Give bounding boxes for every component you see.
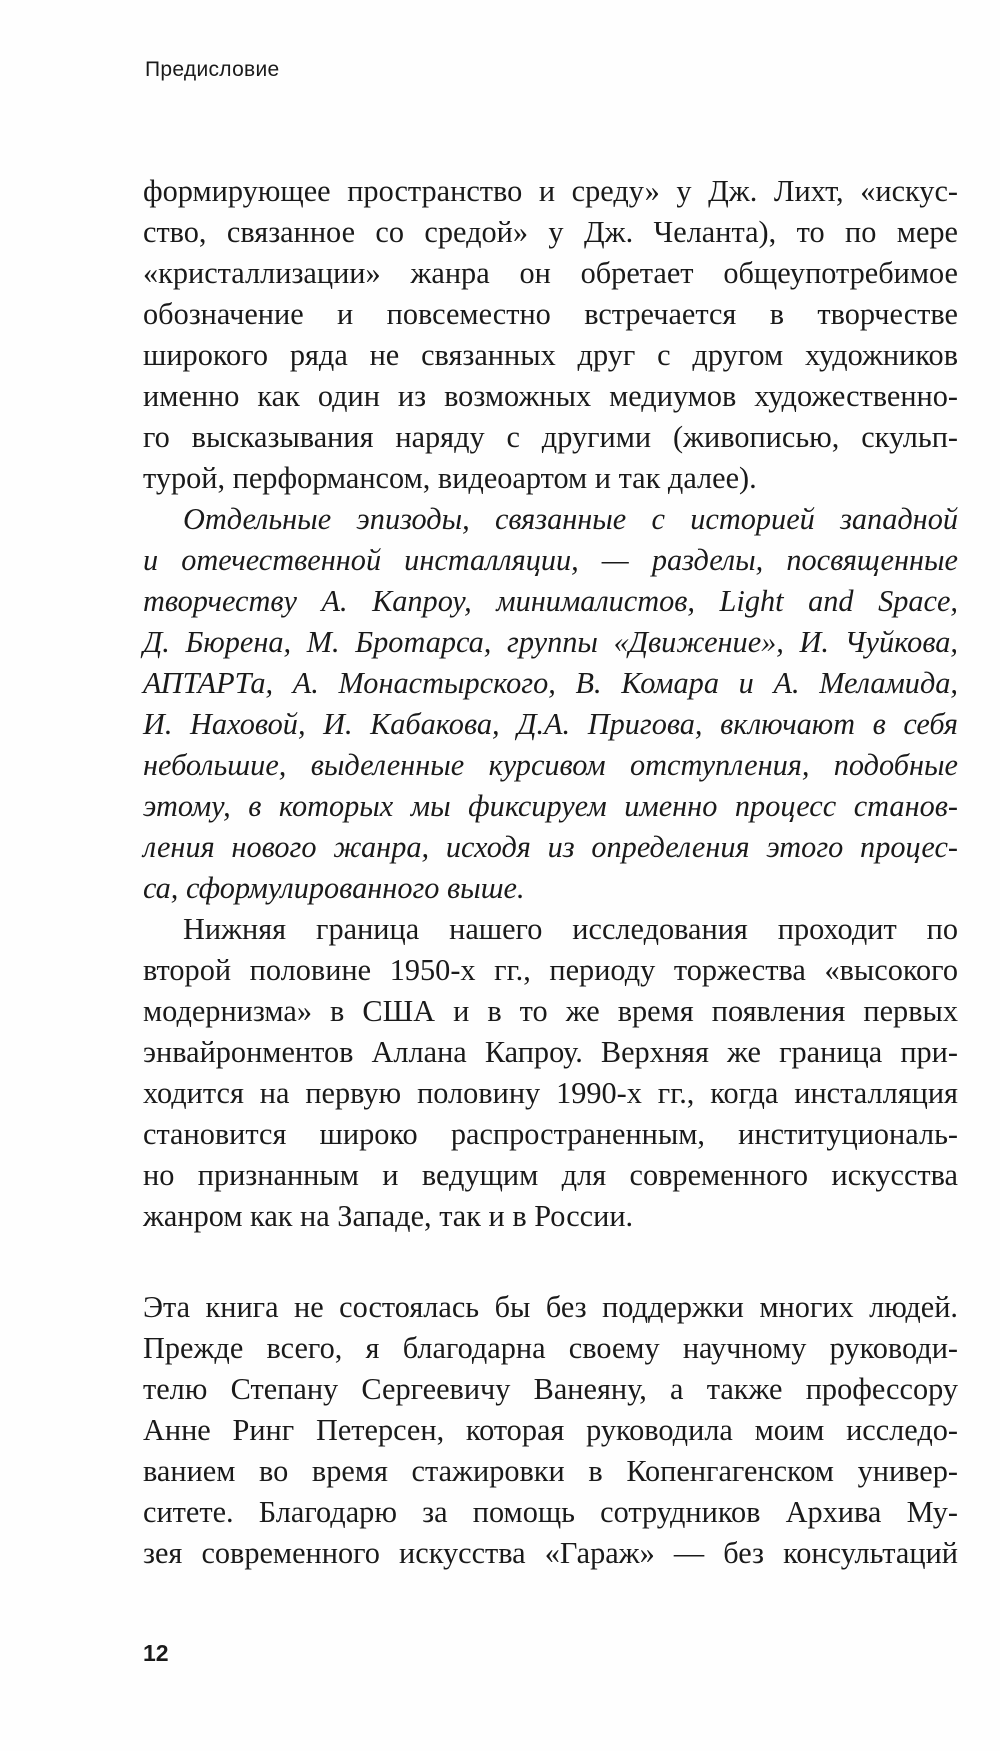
paragraph-2-italic-digression [143, 499, 958, 909]
acknowledgements-block [143, 1287, 958, 1574]
paragraph-4-acknowledgements [143, 1287, 958, 1574]
text-line: турой, перформансом, видеоартом и так далее). [143, 461, 757, 495]
text-line: Эта книга не состоялась бы без поддержки многих людей. [143, 1290, 958, 1324]
text-line: Отдельные эпизоды, связанные с историей западной [183, 502, 958, 536]
text-line: обозначение и повсеместно встречается в творчестве [143, 297, 958, 331]
text-line: Нижняя граница нашего исследования проходит по [183, 912, 958, 946]
text-line: широкого ряда не связанных друг с другом художников [143, 338, 958, 372]
text-line: Д. Бюрена, М. Бротарса, группы «Движение», И. Чуйкова, [143, 625, 958, 659]
text-line: Анне Ринг Петерсен, которая руководила моим исследо- [143, 1413, 958, 1447]
text-line: небольшие, выделенные курсивом отступления, подобные [143, 748, 958, 782]
text-line: второй половине 1950-х гг., периоду торжества «высокого [143, 953, 958, 987]
text-line: творчеству А. Капроу, минималистов, Light and Space, [143, 584, 958, 618]
text-line: формирующее пространство и среду» у Дж. Лихт, «искус- [143, 174, 958, 208]
main-text-block [143, 171, 958, 1237]
text-line: «кристаллизации» жанра он обретает общеупотребимое [143, 256, 958, 290]
text-line: и отечественной инсталляции, — разделы, посвященные [143, 543, 958, 577]
text-line: ванием во время стажировки в Копенгагенском универ- [143, 1454, 958, 1488]
text-line: становится широко распространенным, институциональ- [143, 1117, 958, 1151]
text-line: этому, в которых мы фиксируем именно процесс станов- [143, 789, 958, 823]
text-line: ситете. Благодарю за помощь сотрудников Архива Му- [143, 1495, 958, 1529]
text-line: энвайронментов Аллана Капроу. Верхняя же граница при- [143, 1035, 958, 1069]
text-line: ство, связанное со средой» у Дж. Челанта), то по мере [143, 215, 958, 249]
text-line: Прежде всего, я благодарна своему научному руководи- [143, 1331, 958, 1365]
text-line: зея современного искусства «Гараж» — без консультаций [143, 1536, 958, 1570]
text-line: са, сформулированного выше. [143, 871, 525, 905]
text-line: телю Степану Сергеевичу Ванеяну, а также профессору [143, 1372, 958, 1406]
text-line: модернизма» в США и в то же время появления первых [143, 994, 958, 1028]
text-line: ления нового жанра, исходя из определения этого процес- [143, 830, 958, 864]
text-line: АПТАРТа, А. Монастырского, В. Комара и А. Меламида, [143, 666, 958, 700]
paragraph-1 [143, 171, 958, 499]
text-line: жанром как на Западе, так и в России. [143, 1199, 634, 1233]
paragraph-3 [143, 909, 958, 1237]
text-line: го высказывания наряду с другими (живописью, скульп- [143, 420, 958, 454]
text-line: ходится на первую половину 1990-х гг., когда инсталляция [143, 1076, 958, 1110]
running-head: Предисловие [145, 58, 280, 81]
page-number: 12 [143, 1640, 169, 1666]
text-line: именно как один из возможных медиумов художественно- [143, 379, 958, 413]
text-line: но признанным и ведущим для современного искусства [143, 1158, 958, 1192]
text-line: И. Наховой, И. Кабакова, Д.А. Пригова, включают в себя [143, 707, 958, 741]
